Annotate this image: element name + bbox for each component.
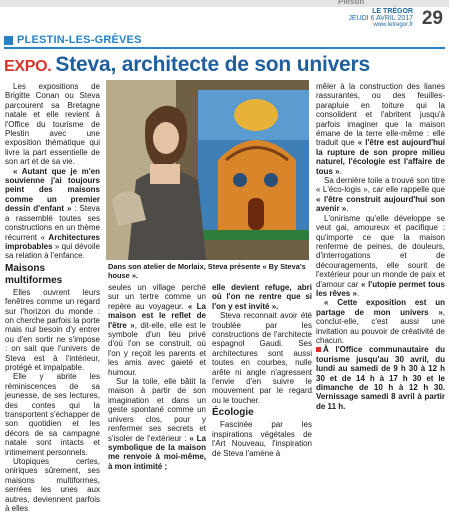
col2-p2-text: Sur la toile, elle bâtit la maison à partir de son imagination et dans un geste spontané comme un univers clos, pour y renfermer ses secrets et s'isoler de l'extérieur : — [108, 377, 206, 443]
col4-p3-text: L'onirisme qu'elle développe se veut gai, amoureux et pacifique : qu'importe ce que la maison renferme de peines, de douleurs, d'interrogations et de découragements, elle sourit de l'extérieur pour un monde de paix et d'amour car — [316, 213, 445, 289]
headline-title: Steva, architecte de son univers — [55, 53, 370, 76]
subheading-maisons: Maisons multiformes — [5, 262, 63, 286]
info-square-icon — [316, 347, 321, 352]
col4-p2-end: . — [346, 204, 349, 214]
issue-date: JEUDI 6 AVRIL 2017 — [348, 15, 413, 22]
col2-p1-text: seules un village perché sur un tertre comme un repère au voyageur. — [108, 283, 206, 311]
col3-paragraph-2: Steva reconnait avoir été troublée par les constructions de l'architecte espagnol Gaudi. Ses architectures sont aussi toutes en courbes, nulle arête ni angle n'agressent l'envie d'en suivre le mouvement par le regard ou le toucher. — [212, 311, 312, 405]
intro-paragraph: Les expositions de Brigitte Conan ou Steva parcourent sa Bretagne natale et elle revient à l'Office du tourisme de Plestin avec une exposition thématique qui livre la part essentielle de son art et de sa vie. — [5, 82, 100, 167]
paragraph-4: Elle y abrite les réminiscences de sa jeunesse, de ses lectures, des contes qui la transportent s'échapper de son quotidien et les décors de sa campagne natale sont intacts et intimement personnels. — [5, 372, 100, 457]
col4-p1-end: . — [339, 166, 342, 176]
page-number: 29 — [421, 8, 443, 29]
section-rubric — [4, 34, 445, 49]
col4-p3-end: . — [356, 288, 360, 298]
col4-p2-quote: « l'être construit aujourd'hui son avenir » — [316, 194, 445, 214]
col4-p4-quote: « Cette exposition est un partage de mon univers » — [316, 298, 445, 317]
col4-p4-end: , conclut-elle, c'est aussi une invitation au pouvoir de créativité de chacun. — [316, 307, 445, 345]
col4-p1-text: mêler à la construction des lianes rassurantes, ou des feuilles-parapluie en toiture qui la consolident et l'abritent jusqu'à parfois imaginer que la maison émane de la terre elle-même : elle traduit que — [316, 82, 445, 148]
paragraph-2-end: » qui dévoile sa relation à l'enfance. — [5, 241, 100, 261]
subheading-ecologie: Écologie — [212, 407, 254, 419]
paragraph-3: Elles ouvrent leurs fenêtres comme un regard sur l'horizon du monde : on cherche parfois la porte mais nul besoin d'y entrer ou d'en sortir ne s'impose : on sait que l'univers de Steva est à l'intérieur, protégé et impalpable. — [5, 287, 100, 372]
article-column-2 — [108, 283, 206, 471]
previous-page-strip — [0, 0, 449, 7]
rubric-square-icon — [4, 36, 13, 45]
col3-paragraph-3: Fascinée par les inspirations végétales de l'Art Nouveau, l'inspiration de Steva l'amène à — [212, 420, 312, 458]
col2-p1-quote: « La maison est le reflet de l'être » — [108, 301, 206, 330]
practical-info — [316, 345, 445, 411]
col2-paragraph-1 — [108, 283, 206, 377]
newspaper-name: LE TRÉGOR — [372, 8, 413, 15]
rubric-label: PLESTIN-LES-GRÈVES — [17, 34, 142, 46]
website[interactable]: www.letregor.fr — [373, 22, 413, 28]
headline-kicker: EXPO. — [4, 58, 52, 75]
masthead — [303, 8, 443, 30]
col4-paragraph-1 — [316, 82, 445, 176]
article-column-4 — [316, 82, 445, 426]
headline — [4, 53, 445, 79]
col2-p2-quote: « La symbolique de la maison me renvoie à moi-même, à mon intimité ; — [108, 433, 206, 471]
article-photo — [106, 80, 309, 260]
practical-info-text: À l'Office communautaire du tourisme jusqu'au 30 avril, du lundi au samedi de 9 h 30 à 12 h 30 et de 14 h à 17 h 30 et le dimanche de 10 h à 12 h 30. Vernissage samedi 8 avril à partir de 11 h. — [316, 345, 445, 411]
col4-paragraph-3 — [316, 214, 445, 299]
quote-2: Architectures improbables — [5, 232, 100, 251]
col4-paragraph-2 — [316, 176, 445, 214]
col4-p2-text: Sa dernière toile a trouvé son titre « L'éco-logis », car elle rappelle que — [316, 176, 445, 195]
col4-p1-quote: « l'être est aujourd'hui la rupture de son propre milieu naturel, l'écologie est l'affaire de tous » — [316, 138, 445, 176]
col3-paragraph-1: elle devient refuge, abri où l'on ne rentre que si l'on y est invité ». — [212, 283, 312, 311]
article-column-3 — [212, 283, 312, 458]
col4-paragraph-4 — [316, 298, 445, 345]
photo-caption: Dans son atelier de Morlaix, Steva présente « By Steva's house ». — [108, 262, 306, 280]
painter-photo-illustration — [106, 80, 309, 260]
col2-p1-end: , dit-elle, elle est le symbole d'un lieu privé d'où l'on se construit, où l'on y reçoit les parents et les amis avec gaieté et humour. — [108, 320, 206, 377]
quote-1: « Autant que je m'en souvienne j'ai toujours peint des maisons comme un premier dessin d'enfant » — [5, 166, 100, 214]
article-column-1 — [5, 82, 100, 513]
paragraph-2 — [5, 167, 100, 261]
paragraph-5: Utopiques certes, oniriques sûrement, ses maisons multiformes, serrées les unes aux autres, deviennent parfois à elles — [5, 457, 100, 513]
previous-page-text: Plestin — [338, 0, 365, 6]
col4-p3-quote: « l'utopie permet tous les rêves » — [316, 279, 445, 298]
paragraph-2-text: : Steva a rassemblé toutes ses constructions en un thème récurrent « — [5, 204, 100, 242]
col2-paragraph-2 — [108, 377, 206, 471]
